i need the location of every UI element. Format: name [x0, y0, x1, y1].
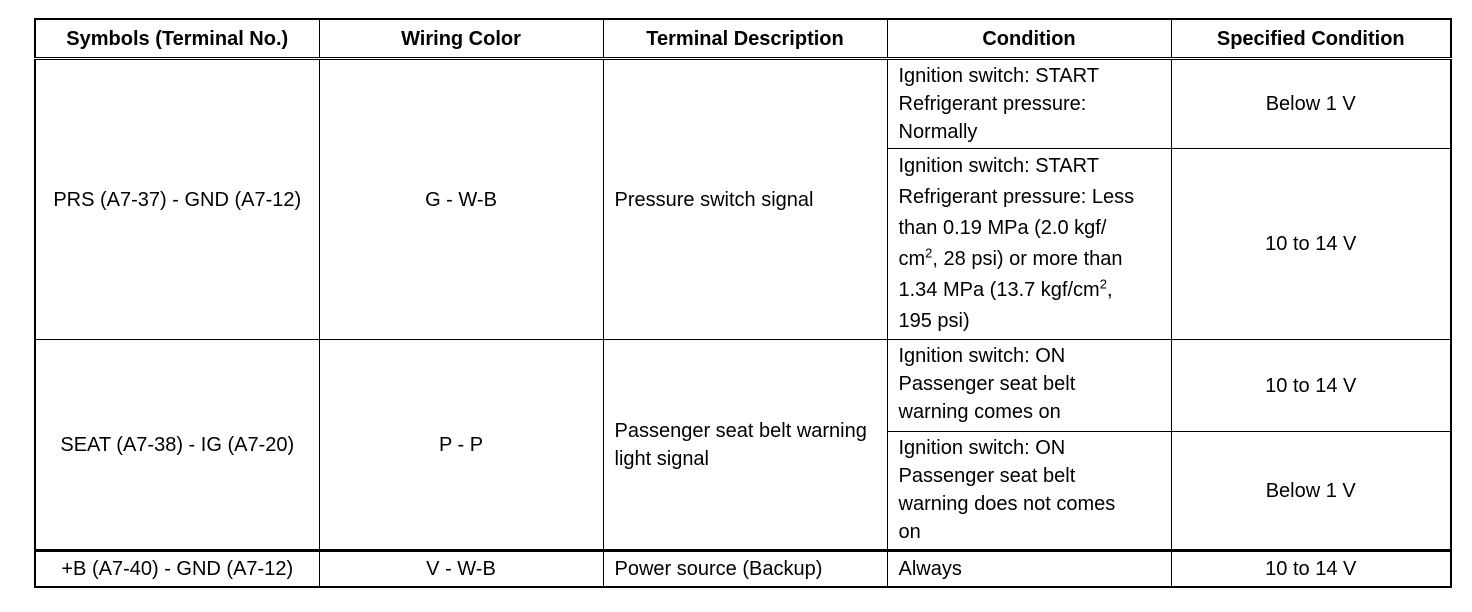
condition-line: Ignition switch: ON — [898, 345, 1066, 367]
condition-line: Refrigerant pressure: — [898, 93, 1087, 115]
condition-line: Ignition switch: ON — [898, 437, 1066, 459]
description-cell: Power source (Backup) — [603, 551, 887, 588]
specified-cell: Below 1 V — [1171, 59, 1451, 149]
condition-line: 1.34 MPa (13.7 kgf/cm — [898, 279, 1100, 301]
specified-cell: 10 to 14 V — [1171, 340, 1451, 432]
header-row — [35, 19, 1451, 59]
table-row — [35, 340, 1451, 432]
condition-cell — [887, 149, 1171, 340]
terminal-spec-table — [34, 18, 1452, 588]
condition-line: Ignition switch: START — [898, 65, 1099, 87]
header-wiring-color: Wiring Color — [319, 19, 603, 59]
condition-line: Refrigerant pressure: Less — [898, 186, 1135, 208]
header-condition: Condition — [887, 19, 1171, 59]
condition-cell: Always — [887, 551, 1171, 588]
condition-line: than 0.19 MPa (2.0 kgf/ — [898, 217, 1107, 239]
superscript: 2 — [1099, 276, 1107, 292]
condition-line: cm — [898, 248, 926, 270]
table-row — [35, 551, 1451, 588]
condition-line: Ignition switch: START — [898, 155, 1099, 177]
condition-line: , — [1106, 279, 1113, 301]
condition-cell — [887, 59, 1171, 149]
header-symbols: Symbols (Terminal No.) — [35, 19, 319, 59]
description-cell: Pressure switch signal — [603, 59, 887, 340]
wiring-color-cell: P - P — [319, 340, 603, 551]
symbol-cell: +B (A7-40) - GND (A7-12) — [35, 551, 319, 588]
symbol-cell: SEAT (A7-38) - IG (A7-20) — [35, 340, 319, 551]
superscript: 2 — [925, 245, 933, 261]
specified-cell: 10 to 14 V — [1171, 551, 1451, 588]
condition-line: Normally — [898, 121, 978, 143]
description-cell: Passenger seat belt warning light signal — [603, 340, 887, 551]
header-specified-condition: Specified Condition — [1171, 19, 1451, 59]
wiring-color-cell: V - W-B — [319, 551, 603, 588]
header-terminal-description: Terminal Description — [603, 19, 887, 59]
condition-line: Passenger seat belt — [898, 465, 1076, 487]
condition-cell — [887, 432, 1171, 551]
condition-line: warning comes on — [898, 401, 1061, 423]
condition-line: warning does not comes — [898, 493, 1116, 515]
condition-line: , 28 psi) or more than — [932, 248, 1123, 270]
wiring-color-cell: G - W-B — [319, 59, 603, 340]
table-row — [35, 59, 1451, 149]
condition-line: 195 psi) — [898, 310, 970, 332]
specified-cell: 10 to 14 V — [1171, 149, 1451, 340]
condition-line: Passenger seat belt — [898, 373, 1076, 395]
condition-cell — [887, 340, 1171, 432]
symbol-cell: PRS (A7-37) - GND (A7-12) — [35, 59, 319, 340]
specified-cell: Below 1 V — [1171, 432, 1451, 551]
condition-line: on — [898, 521, 921, 543]
